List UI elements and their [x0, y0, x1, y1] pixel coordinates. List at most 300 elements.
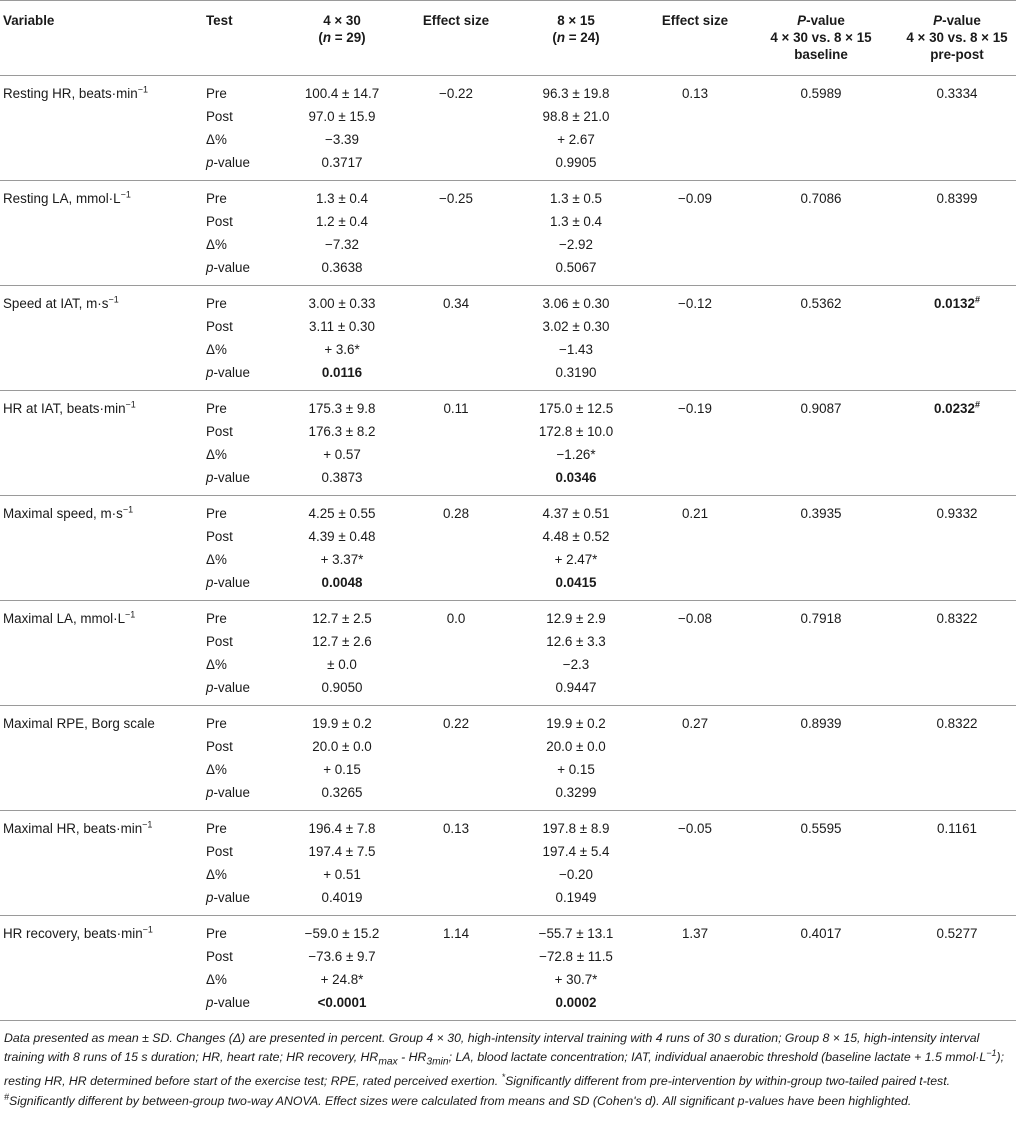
p-value-prepost-cell: [898, 735, 1016, 758]
group-4x30-cell: + 0.57: [323, 447, 361, 462]
p-value-baseline-cell: [744, 735, 898, 758]
p-value-prepost-cell: 0.5277: [936, 926, 978, 941]
test-label-cell: Pre: [206, 86, 227, 101]
p-value-prepost-cell: 0.0132#: [934, 294, 980, 311]
header-effect-size-2: Effect size: [646, 1, 744, 76]
test-label-cell: Pre: [206, 401, 227, 416]
group-8x15-cell: 96.3 ± 19.8: [542, 86, 610, 101]
variable-cell: [0, 840, 206, 863]
effect-size-2-cell: [646, 840, 744, 863]
variable-cell: Resting HR, $beats\cdot\min^{-1}$: [3, 84, 148, 101]
test-label-cell: Post: [206, 424, 233, 439]
table-row: [0, 706, 1016, 736]
table-row: [0, 653, 1016, 676]
group-8x15-cell: 4.48 ± 0.52: [542, 529, 610, 544]
table-row: [0, 735, 1016, 758]
test-label-cell: Pre: [206, 296, 227, 311]
group-4x30-cell: 196.4 ± 7.8: [308, 821, 376, 836]
group-8x15-cell: −2.3: [562, 657, 590, 672]
p-value-prepost-cell: [898, 210, 1016, 233]
group-4x30-cell: 0.3717: [321, 155, 363, 170]
header-group-8x15-n: (n = 24): [552, 30, 600, 45]
header-variable: Variable: [0, 1, 206, 76]
variable-cell: [0, 525, 206, 548]
group-4x30-cell: 12.7 ± 2.5: [312, 611, 372, 626]
p-value-prepost-cell: [898, 128, 1016, 151]
effect-size-1-cell: [406, 630, 506, 653]
group-4x30-cell: 12.7 ± 2.6: [312, 634, 372, 649]
p-value-prepost-cell: [898, 758, 1016, 781]
group-4x30-cell: −3.39: [325, 132, 359, 147]
variable-cell: [0, 571, 206, 601]
p-value-prepost-cell: [898, 653, 1016, 676]
effect-size-1-cell: [406, 991, 506, 1021]
test-label-cell: Δ%: [206, 132, 227, 147]
group-8x15-cell: 0.0346: [555, 470, 597, 485]
effect-size-2-cell: [646, 571, 744, 601]
p-value-baseline-cell: [744, 991, 898, 1021]
p-value-baseline-cell: [744, 758, 898, 781]
variable-cell: HR at IAT, $beats\cdot\min^{-1}$: [3, 399, 136, 416]
p-value-baseline-cell: [744, 128, 898, 151]
group-4x30-cell: 0.0048: [321, 575, 363, 590]
p-value-prepost-cell: [898, 315, 1016, 338]
effect-size-1-cell: [406, 758, 506, 781]
group-8x15-cell: 175.0 ± 12.5: [538, 401, 614, 416]
effect-size-1-cell: [406, 105, 506, 128]
group-8x15-cell: 1.3 ± 0.5: [549, 191, 603, 206]
p-value-baseline-cell: [744, 781, 898, 811]
test-label-cell: Δ%: [206, 552, 227, 567]
group-8x15-cell: 197.8 ± 8.9: [542, 821, 610, 836]
table-row: [0, 181, 1016, 211]
group-8x15-cell: 20.0 ± 0.0: [546, 739, 606, 754]
effect-size-2-cell: [646, 128, 744, 151]
group-4x30-cell: 0.3873: [321, 470, 363, 485]
p-value-baseline-cell: [744, 466, 898, 496]
test-label-cell: Post: [206, 319, 233, 334]
test-label-cell: Pre: [206, 611, 227, 626]
effect-size-2-cell: [646, 968, 744, 991]
table-row: [0, 105, 1016, 128]
variable-group: [0, 706, 1016, 811]
variable-cell: [0, 548, 206, 571]
table-row: [0, 256, 1016, 286]
effect-size-2-cell: −0.12: [678, 296, 712, 311]
variable-cell: Maximal HR, $beats\cdot\min^{-1}$: [3, 819, 153, 836]
variable-cell: [0, 315, 206, 338]
p-value-prepost-cell: [898, 256, 1016, 286]
table-row: [0, 863, 1016, 886]
test-label-cell: p-value: [206, 155, 250, 170]
table-row: [0, 548, 1016, 571]
variable-cell: [0, 781, 206, 811]
group-8x15-cell: 1.3 ± 0.4: [549, 214, 603, 229]
group-8x15-cell: 197.4 ± 5.4: [542, 844, 610, 859]
effect-size-2-cell: [646, 256, 744, 286]
group-8x15-cell: 0.9447: [555, 680, 597, 695]
effect-size-1-cell: [406, 128, 506, 151]
effect-size-1-cell: [406, 233, 506, 256]
effect-size-2-cell: −0.09: [678, 191, 712, 206]
p-value-prepost-cell: 0.9332: [936, 506, 978, 521]
effect-size-2-cell: [646, 151, 744, 181]
effect-size-2-cell: −0.05: [678, 821, 712, 836]
group-4x30-cell: 100.4 ± 14.7: [304, 86, 380, 101]
table-row: [0, 315, 1016, 338]
group-4x30-cell: −7.32: [325, 237, 359, 252]
test-label-cell: Post: [206, 949, 233, 964]
effect-size-2-cell: 0.13: [681, 86, 709, 101]
variable-cell: [0, 968, 206, 991]
test-label-cell: p-value: [206, 680, 250, 695]
group-4x30-cell: + 24.8*: [320, 972, 364, 987]
effect-size-2-cell: [646, 443, 744, 466]
effect-size-1-cell: 0.28: [442, 506, 470, 521]
p-value-baseline-cell: [744, 443, 898, 466]
p-value-prepost-cell: [898, 233, 1016, 256]
test-label-cell: Δ%: [206, 447, 227, 462]
table-row: [0, 945, 1016, 968]
p-value-prepost-cell: [898, 466, 1016, 496]
variable-group: [0, 601, 1016, 706]
effect-size-2-cell: [646, 420, 744, 443]
p-value-prepost-cell: [898, 338, 1016, 361]
p-value-prepost-cell: [898, 420, 1016, 443]
variable-cell: [0, 151, 206, 181]
group-8x15-cell: −1.43: [559, 342, 593, 357]
effect-size-2-cell: [646, 863, 744, 886]
table-row: [0, 420, 1016, 443]
group-8x15-cell: 12.9 ± 2.9: [546, 611, 606, 626]
variable-cell: [0, 361, 206, 391]
variable-cell: [0, 735, 206, 758]
group-4x30-cell: 20.0 ± 0.0: [312, 739, 372, 754]
effect-size-1-cell: [406, 968, 506, 991]
variable-group: [0, 916, 1016, 1021]
p-value-baseline-cell: [744, 945, 898, 968]
effect-size-1-cell: [406, 338, 506, 361]
group-8x15-cell: 0.3299: [555, 785, 597, 800]
effect-size-2-cell: [646, 338, 744, 361]
p-value-baseline-cell: 0.4017: [800, 926, 842, 941]
p-value-baseline-cell: 0.7086: [800, 191, 842, 206]
p-value-prepost-cell: [898, 781, 1016, 811]
variable-cell: [0, 653, 206, 676]
p-value-prepost-cell: 0.8322: [936, 611, 978, 626]
test-label-cell: Δ%: [206, 342, 227, 357]
group-8x15-cell: 0.5067: [555, 260, 597, 275]
group-4x30-cell: 0.9050: [321, 680, 363, 695]
group-8x15-cell: 0.0002: [555, 995, 597, 1010]
test-label-cell: p-value: [206, 575, 250, 590]
group-4x30-cell: 175.3 ± 9.8: [308, 401, 376, 416]
p-value-baseline-cell: [744, 548, 898, 571]
group-4x30-cell: 1.3 ± 0.4: [315, 191, 369, 206]
table-row: [0, 968, 1016, 991]
p-value-prepost-cell: [898, 630, 1016, 653]
table-row: [0, 151, 1016, 181]
group-8x15-cell: 0.3190: [555, 365, 597, 380]
effect-size-2-cell: [646, 548, 744, 571]
effect-size-1-cell: [406, 886, 506, 916]
group-4x30-cell: −73.6 ± 9.7: [308, 949, 376, 964]
header-test: Test: [206, 1, 278, 76]
header-group-8x15-title: 8 × 15: [557, 13, 595, 28]
test-label-cell: p-value: [206, 785, 250, 800]
p-value-baseline-cell: 0.5989: [800, 86, 842, 101]
test-label-cell: Δ%: [206, 237, 227, 252]
effect-size-1-cell: [406, 525, 506, 548]
variable-cell: [0, 863, 206, 886]
variable-group: [0, 286, 1016, 391]
header-effect-size-1: Effect size: [406, 1, 506, 76]
p-value-prepost-cell: [898, 676, 1016, 706]
p-value-baseline-cell: 0.5362: [800, 296, 842, 311]
table-row: [0, 286, 1016, 316]
p-value-baseline-cell: 0.7918: [800, 611, 842, 626]
table-row: [0, 233, 1016, 256]
p-value-baseline-cell: [744, 676, 898, 706]
p-value-prepost-cell: [898, 151, 1016, 181]
table-row: [0, 781, 1016, 811]
effect-size-1-cell: [406, 466, 506, 496]
p-value-prepost-cell: 0.1161: [937, 821, 977, 836]
group-4x30-cell: 3.11 ± 0.30: [309, 319, 375, 334]
group-8x15-cell: 3.06 ± 0.30: [542, 296, 610, 311]
group-4x30-cell: 3.00 ± 0.33: [308, 296, 376, 311]
test-label-cell: p-value: [206, 365, 250, 380]
table-row: [0, 630, 1016, 653]
effect-size-1-cell: [406, 653, 506, 676]
test-label-cell: Post: [206, 109, 233, 124]
table-row: [0, 496, 1016, 526]
variable-group: [0, 496, 1016, 601]
effect-size-2-cell: 0.21: [681, 506, 709, 521]
group-4x30-cell: <0.0001: [317, 995, 367, 1010]
group-8x15-cell: 3.02 ± 0.30: [542, 319, 610, 334]
group-4x30-cell: + 0.51: [323, 867, 361, 882]
p-value-prepost-cell: [898, 968, 1016, 991]
table-row: [0, 601, 1016, 631]
p-value-baseline-cell: [744, 863, 898, 886]
table-row: [0, 128, 1016, 151]
table-row: [0, 840, 1016, 863]
test-label-cell: Post: [206, 844, 233, 859]
table-row: [0, 338, 1016, 361]
header-p-value-baseline: P-value 4 × 30 vs. 8 × 15 baseline: [744, 1, 898, 76]
group-8x15-cell: 12.6 ± 3.3: [546, 634, 606, 649]
group-4x30-cell: 1.2 ± 0.4: [315, 214, 369, 229]
group-8x15-cell: + 2.67: [557, 132, 595, 147]
table-row: [0, 76, 1016, 106]
variable-cell: [0, 443, 206, 466]
effect-size-2-cell: [646, 466, 744, 496]
table-row: [0, 466, 1016, 496]
p-value-baseline-cell: 0.9087: [800, 401, 842, 416]
variable-cell: [0, 420, 206, 443]
effect-size-1-cell: [406, 361, 506, 391]
table-header: [0, 1, 1016, 76]
header-group-4x30-title: 4 × 30: [323, 13, 361, 28]
table-row: [0, 525, 1016, 548]
effect-size-2-cell: [646, 758, 744, 781]
variable-cell: Maximal speed, $m\cdot s^{-1}$: [3, 504, 134, 521]
p-value-baseline-cell: [744, 525, 898, 548]
test-label-cell: Post: [206, 634, 233, 649]
p-value-baseline-cell: [744, 571, 898, 601]
p-value-baseline-cell: [744, 420, 898, 443]
variable-cell: [0, 233, 206, 256]
variable-cell: [0, 466, 206, 496]
test-label-cell: Post: [206, 529, 233, 544]
group-4x30-cell: 0.3265: [321, 785, 363, 800]
p-value-baseline-cell: [744, 840, 898, 863]
variable-cell: [0, 210, 206, 233]
variable-cell: [0, 945, 206, 968]
effect-size-2-cell: [646, 210, 744, 233]
effect-size-1-cell: [406, 420, 506, 443]
table-row: [0, 811, 1016, 841]
test-label-cell: p-value: [206, 890, 250, 905]
table-row: [0, 758, 1016, 781]
test-label-cell: p-value: [206, 995, 250, 1010]
group-8x15-cell: 0.0415: [555, 575, 597, 590]
variable-cell: [0, 630, 206, 653]
p-value-baseline-cell: [744, 653, 898, 676]
p-value-baseline-cell: 0.5595: [800, 821, 842, 836]
test-label-cell: Pre: [206, 716, 227, 731]
variable-cell: HR recovery, $beats\cdot\min^{-1}$: [3, 924, 153, 941]
group-4x30-cell: + 3.37*: [320, 552, 364, 567]
p-value-baseline-cell: [744, 233, 898, 256]
group-4x30-cell: 197.4 ± 7.5: [308, 844, 376, 859]
effect-size-2-cell: [646, 945, 744, 968]
group-4x30-cell: −59.0 ± 15.2: [304, 926, 380, 941]
p-value-prepost-cell: [898, 105, 1016, 128]
effect-size-1-cell: [406, 548, 506, 571]
test-label-cell: p-value: [206, 470, 250, 485]
header-group-4x30: [278, 1, 406, 76]
test-label-cell: Post: [206, 214, 233, 229]
p-value-prepost-cell: [898, 548, 1016, 571]
effect-size-2-cell: [646, 735, 744, 758]
effect-size-1-cell: [406, 571, 506, 601]
test-label-cell: Pre: [206, 821, 227, 836]
group-4x30-cell: 0.0116: [321, 365, 363, 380]
effect-size-1-cell: [406, 863, 506, 886]
effect-size-1-cell: [406, 735, 506, 758]
effect-size-2-cell: [646, 233, 744, 256]
p-value-baseline-cell: [744, 886, 898, 916]
header-group-4x30-n: (n = 29): [318, 30, 366, 45]
table-row: [0, 676, 1016, 706]
p-value-baseline-cell: 0.8939: [800, 716, 842, 731]
group-4x30-cell: 176.3 ± 8.2: [308, 424, 376, 439]
effect-size-1-cell: [406, 781, 506, 811]
p-value-baseline-cell: [744, 315, 898, 338]
test-label-cell: Δ%: [206, 972, 227, 987]
effect-size-2-cell: [646, 991, 744, 1021]
table-row: [0, 210, 1016, 233]
p-value-prepost-cell: [898, 886, 1016, 916]
effect-size-2-cell: [646, 105, 744, 128]
group-4x30-cell: 0.4019: [321, 890, 363, 905]
p-value-prepost-cell: 0.0232#: [934, 399, 980, 416]
group-8x15-cell: −2.92: [559, 237, 593, 252]
effect-size-2-cell: −0.08: [678, 611, 712, 626]
p-value-prepost-cell: 0.8399: [936, 191, 978, 206]
group-8x15-cell: + 30.7*: [554, 972, 598, 987]
group-4x30-cell: 19.9 ± 0.2: [312, 716, 372, 731]
effect-size-2-cell: 0.27: [681, 716, 709, 731]
effect-size-1-cell: [406, 256, 506, 286]
test-label-cell: Pre: [206, 926, 227, 941]
variable-cell: Speed at IAT, $m\cdot s^{-1}$: [3, 294, 119, 311]
group-4x30-cell: 4.25 ± 0.55: [308, 506, 376, 521]
effect-size-1-cell: [406, 151, 506, 181]
group-8x15-cell: 172.8 ± 10.0: [538, 424, 614, 439]
table-row: [0, 991, 1016, 1021]
effect-size-2-cell: [646, 630, 744, 653]
table-row: [0, 443, 1016, 466]
p-value-baseline-cell: [744, 338, 898, 361]
variable-group: [0, 811, 1016, 916]
test-label-cell: Post: [206, 739, 233, 754]
table-row: [0, 916, 1016, 946]
group-4x30-cell: ± 0.0: [327, 657, 357, 672]
variable-cell: [0, 886, 206, 916]
group-8x15-cell: 4.37 ± 0.51: [542, 506, 610, 521]
p-value-baseline-cell: [744, 210, 898, 233]
effect-size-2-cell: 1.37: [681, 926, 709, 941]
test-label-cell: Δ%: [206, 657, 227, 672]
effect-size-1-cell: 1.14: [442, 926, 470, 941]
p-value-prepost-cell: [898, 945, 1016, 968]
effect-size-2-cell: [646, 525, 744, 548]
header-row: [0, 1, 1016, 76]
effect-size-2-cell: −0.19: [678, 401, 712, 416]
group-4x30-cell: + 0.15: [323, 762, 361, 777]
variable-cell: [0, 128, 206, 151]
group-4x30-cell: 0.3638: [321, 260, 363, 275]
p-value-prepost-cell: [898, 863, 1016, 886]
effect-size-1-cell: [406, 315, 506, 338]
effect-size-1-cell: 0.0: [446, 611, 466, 626]
test-label-cell: Pre: [206, 191, 227, 206]
group-8x15-cell: −0.20: [559, 867, 593, 882]
test-label-cell: p-value: [206, 260, 250, 275]
group-8x15-cell: 19.9 ± 0.2: [546, 716, 606, 731]
group-8x15-cell: + 0.15: [557, 762, 595, 777]
effect-size-2-cell: [646, 653, 744, 676]
p-value-prepost-cell: 0.8322: [936, 716, 978, 731]
variable-cell: [0, 105, 206, 128]
effect-size-1-cell: [406, 443, 506, 466]
group-8x15-cell: 0.1949: [555, 890, 597, 905]
variable-cell: [0, 256, 206, 286]
header-group-8x15: [506, 1, 646, 76]
p-value-prepost-cell: [898, 361, 1016, 391]
effect-size-1-cell: [406, 945, 506, 968]
group-4x30-cell: 97.0 ± 15.9: [308, 109, 376, 124]
test-label-cell: Δ%: [206, 867, 227, 882]
table-row: [0, 391, 1016, 421]
group-8x15-cell: −55.7 ± 13.1: [538, 926, 614, 941]
p-value-baseline-cell: [744, 151, 898, 181]
table-footnote: Data presented as mean ± SD. Changes (Δ) are presented in percent. Group 4 × 30, high-intensity interval training with 4 runs of 30 s duration; Group 8 × 15, high-intensity interval training with 8 runs of 15 s duration; HR, heart rate; HR recovery, $HR_{max} - HR_{3min}$; LA, blood lactate concentration; IAT, individual anaerobic threshold (baseline lactate + 1.5 $mmol\cdot L^{-1}$); resting HR, HR determined before start of the exercise test; RPE, rated perceived exertion. *Significantly different from pre-intervention by within-group two-tailed paired t-test. #Significantly different by between-group two-way ANOVA. Effect sizes were calculated from means and SD (Cohen's d). All significant p-values have been highlighted.: [4, 1031, 1005, 1108]
group-8x15-cell: −72.8 ± 11.5: [539, 949, 613, 964]
